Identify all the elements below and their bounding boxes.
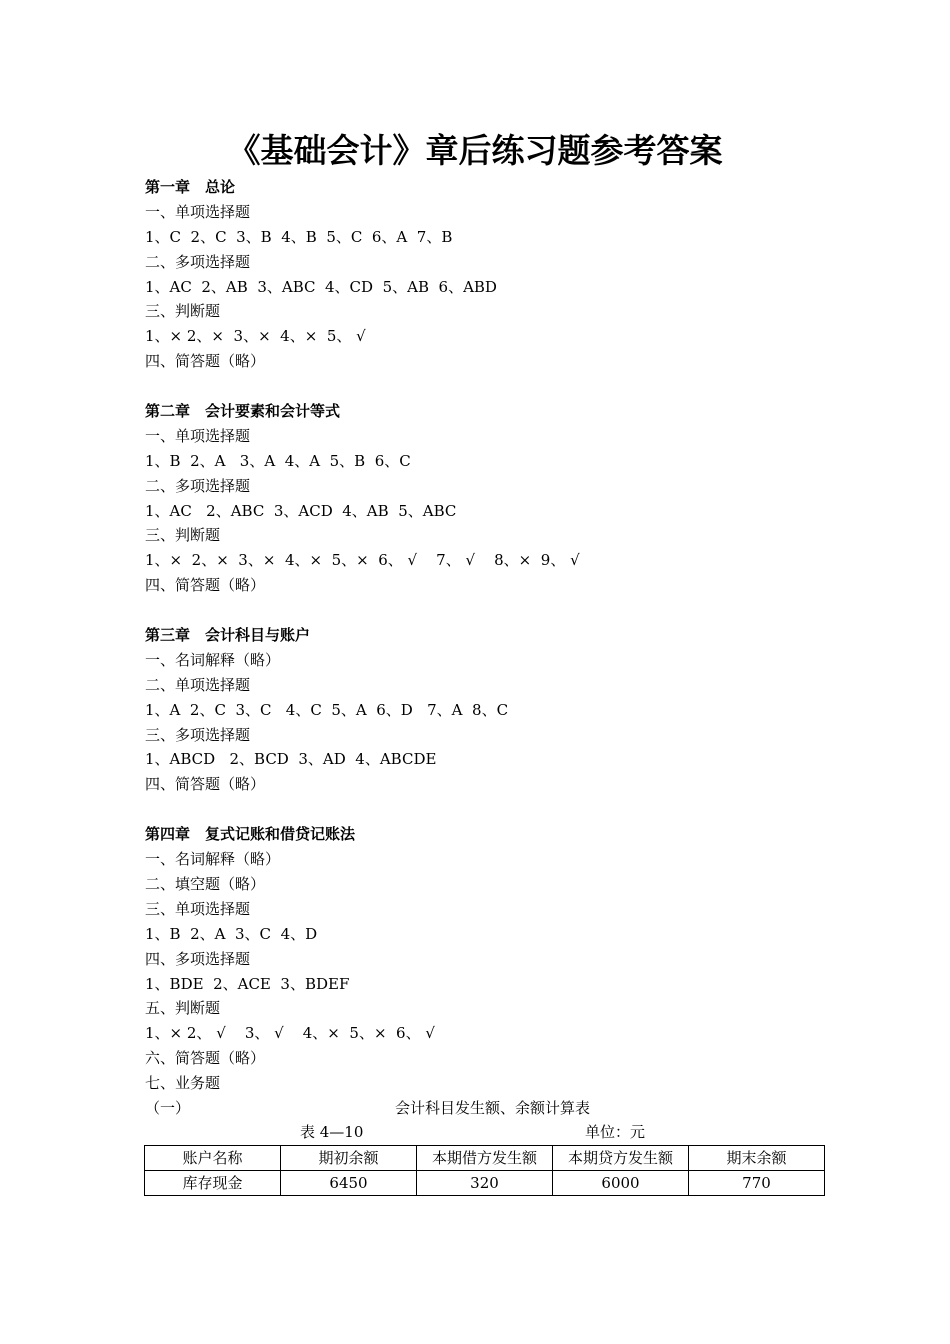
table-unit: 单位：元 bbox=[585, 1122, 646, 1141]
answer-line: 四、多项选择题 bbox=[145, 949, 251, 968]
answer-line: 1、× 2、 √ 3、 √ 4、× 5、× 6、 √ bbox=[145, 1024, 435, 1043]
table-header-row bbox=[145, 1146, 825, 1171]
answer-line: 三、判断题 bbox=[145, 302, 221, 321]
answer-line: 三、单项选择题 bbox=[145, 899, 251, 918]
answer-line: 二、多项选择题 bbox=[145, 252, 251, 271]
answer-line: 二、单项选择题 bbox=[145, 675, 251, 694]
table-header-cell: 期初余额 bbox=[281, 1146, 417, 1171]
section-label: （一） bbox=[145, 1098, 191, 1117]
spacer bbox=[145, 797, 835, 822]
spacer bbox=[145, 598, 835, 623]
table-header-cell: 期末余额 bbox=[689, 1146, 825, 1171]
chapter-heading: 第三章 会计科目与账户 bbox=[145, 626, 311, 645]
answer-line: 1、AC 2、ABC 3、ACD 4、AB 5、ABC bbox=[145, 501, 457, 520]
table-subcaption-row bbox=[145, 1121, 835, 1143]
answer-line: 四、简答题（略） bbox=[145, 576, 266, 595]
answer-line: 五、判断题 bbox=[145, 999, 221, 1018]
answer-line: 一、名词解释（略） bbox=[145, 650, 281, 669]
spacer bbox=[145, 374, 835, 399]
chapter-heading: 第四章 复式记账和借贷记账法 bbox=[145, 825, 356, 844]
answer-line: 三、多项选择题 bbox=[145, 725, 251, 744]
answer-line: 七、业务题 bbox=[145, 1074, 221, 1093]
answer-line: 1、B 2、A 3、C 4、D bbox=[145, 924, 318, 943]
answer-line: 一、单项选择题 bbox=[145, 202, 251, 221]
chapter-heading: 第一章 总论 bbox=[145, 178, 236, 196]
answer-line: 1、ABCD 2、BCD 3、AD 4、ABCDE bbox=[145, 750, 437, 769]
table-cell: 320 bbox=[417, 1171, 553, 1196]
chapter-2 bbox=[145, 399, 835, 598]
answer-line: 四、简答题（略） bbox=[145, 775, 266, 794]
document-title: 《基础会计》章后练习题参考答案 bbox=[227, 131, 723, 170]
answer-line: 1、AC 2、AB 3、ABC 4、CD 5、AB 6、ABD bbox=[145, 277, 497, 296]
table-header-cell: 账户名称 bbox=[145, 1146, 281, 1171]
answer-line: 六、简答题（略） bbox=[145, 1049, 266, 1068]
answer-line: 二、多项选择题 bbox=[145, 476, 251, 495]
answer-line: 一、单项选择题 bbox=[145, 426, 251, 445]
table-cell: 6450 bbox=[281, 1171, 417, 1196]
answer-line: 二、填空题（略） bbox=[145, 874, 266, 893]
table-header-cell: 本期借方发生额 bbox=[417, 1146, 553, 1171]
document-body bbox=[145, 175, 835, 1143]
table-cell: 6000 bbox=[553, 1171, 689, 1196]
answer-line: 1、BDE 2、ACE 3、BDEF bbox=[145, 974, 350, 993]
chapter-3 bbox=[145, 623, 835, 797]
table-cell: 770 bbox=[689, 1171, 825, 1196]
account-balance-table bbox=[144, 1145, 825, 1196]
table-caption: 会计科目发生额、余额计算表 bbox=[395, 1098, 591, 1117]
answer-line: 1、C 2、C 3、B 4、B 5、C 6、A 7、B bbox=[145, 227, 453, 246]
table-number: 表 4—10 bbox=[300, 1122, 364, 1141]
table-header-cell: 本期贷方发生额 bbox=[553, 1146, 689, 1171]
answer-line: 三、判断题 bbox=[145, 526, 221, 545]
answer-line: 一、名词解释（略） bbox=[145, 850, 281, 869]
chapter-1 bbox=[145, 175, 835, 374]
table-row bbox=[145, 1171, 825, 1196]
answer-line: 1、× 2、× 3、× 4、× 5、 √ bbox=[145, 327, 366, 346]
table-caption-row bbox=[145, 1096, 835, 1121]
answer-line: 1、A 2、C 3、C 4、C 5、A 6、D 7、A 8、C bbox=[145, 700, 509, 719]
answer-line: 四、简答题（略） bbox=[145, 352, 266, 371]
chapter-4 bbox=[145, 822, 835, 1096]
chapter-heading: 第二章 会计要素和会计等式 bbox=[145, 402, 341, 421]
answer-line: 1、B 2、A 3、A 4、A 5、B 6、C bbox=[145, 451, 411, 470]
table-cell: 库存现金 bbox=[145, 1171, 281, 1196]
answer-line: 1、× 2、× 3、× 4、× 5、× 6、 √ 7、 √ 8、× 9、 √ bbox=[145, 551, 580, 570]
